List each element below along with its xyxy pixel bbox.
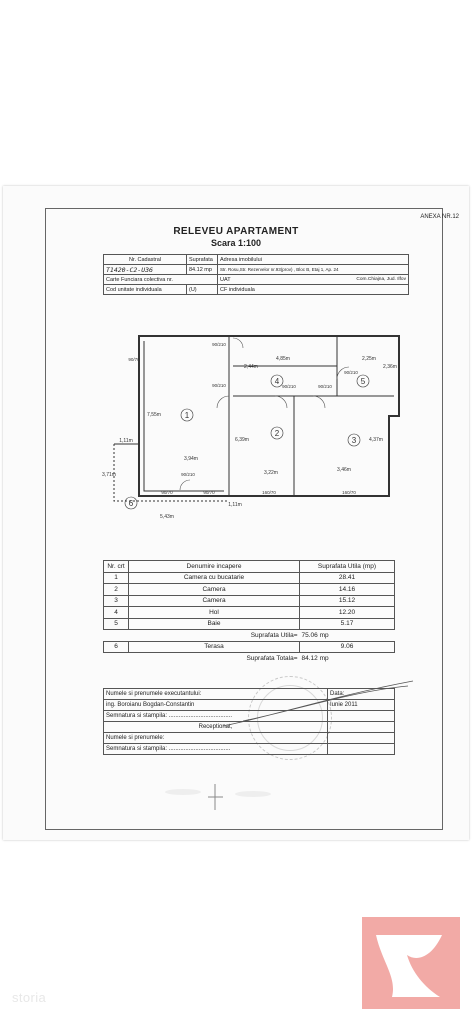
document-title: RELEVEU APARTAMENT [173,226,299,237]
col-name-header: Denumire incapere [129,561,300,573]
col-nr-header: Nr. crt [104,561,129,573]
door-label: 90/210 [212,383,226,388]
door-label: 90/210 [212,342,226,347]
room-1-label: 1 [184,411,190,420]
row-area: 5.17 [300,618,395,630]
dim-baie-height: 2,36m [383,364,397,370]
brand-logo [362,917,460,1009]
exec-label: Numele si prenumele executantului: [104,689,328,700]
table-row [104,607,395,619]
room-3-label: 3 [351,436,357,445]
window-label: 160/70 [262,490,276,495]
dim-terasa-height: 3,71m [102,472,116,478]
row-area: 12.20 [300,607,395,619]
room-5-label: 5 [360,377,366,386]
window-label: 90/70 [203,490,215,495]
carte-funciara-label: Carte Funciara colectiva nr. [104,275,218,285]
dim-terasa-offset: 1,11m [119,438,133,444]
dim-room1-width: 3,94m [184,456,198,462]
floor-plan [99,326,409,551]
util-total-value: 75.06 mp [301,631,329,639]
uat-label: UAT [220,276,231,283]
grand-total-label: Suprafata Totala= [246,654,298,662]
data-label: Data: [328,689,395,700]
door-label: 90/210 [181,472,195,477]
receiver-signature: Semnatura si stampila: ..................................... [104,744,328,755]
room-6-label: 6 [128,499,134,508]
cadastral-table [103,254,409,295]
receptionat-label: Receptionat, [104,722,328,733]
data-value: Iunie 2011 [328,700,395,711]
row-area: 14.16 [300,584,395,596]
grand-total-row [104,653,395,664]
rooms-table [103,560,395,664]
grand-total-value: 84.12 mp [301,654,329,662]
row-name: Camera cu bucatarie [129,572,300,584]
uat-value: Com.Chiajna, Jud. Ilfov [356,276,406,282]
row-area: 15.12 [300,595,395,607]
room-2-label: 2 [274,429,280,438]
document-scale: Scara 1:100 [210,238,262,248]
bird-logo-icon [362,917,460,1009]
handwritten-signature [213,676,423,736]
storia-watermark: storia [12,990,47,1005]
document-sheet [3,186,469,840]
exec-signature: Semnatura si stampila: ...................................... [104,711,328,722]
door-label: 90/210 [344,370,358,375]
row-area: 28.41 [300,572,395,584]
row-nr: 2 [104,584,129,596]
cod-value: (U) [187,285,218,295]
col-area-header: Suprafata Utila (mp) [300,561,395,573]
table-row [104,572,395,584]
util-total-row [104,630,395,642]
row-nr: 6 [104,641,129,653]
table-row [104,584,395,596]
row-name: Baie [129,618,300,630]
receiver-name-label: Numele si prenumele: [104,733,328,744]
row-name: Hol [129,607,300,619]
window-label: 90/70 [161,490,173,495]
faint-marks [153,782,283,812]
window-label: 160/70 [342,490,356,495]
cf-label: CF individuala [218,285,409,295]
adresa-value: Str. Rosu,Str. Rezervelor nr.93(prov) , Bloc B, Etaj 1, Ap. 24 [218,265,409,275]
door-label: 90/210 [282,384,296,389]
room-4-label: 4 [274,377,280,386]
cod-label: Cod unitate individuala [106,286,162,293]
cod-cell [104,285,187,295]
row-name: Camera [129,595,300,607]
door-label: 90/210 [318,384,332,389]
window-label: 90/70 [128,357,140,362]
uat-cell [218,275,409,285]
dim-hol-height: 2,44m [244,364,258,370]
row-nr: 4 [104,607,129,619]
dim-room1-height: 7,55m [147,412,161,418]
table-row [104,595,395,607]
adresa-label: Adresa imobilului [218,255,409,265]
dim-hol-width: 4,85m [276,356,290,362]
dim-room2-width: 3,22m [264,470,278,476]
row-nr: 3 [104,595,129,607]
row-nr: 1 [104,572,129,584]
row-name: Terasa [129,641,300,653]
annex-number: ANEXA NR.12 [420,214,459,220]
dim-room3-height: 4,37m [369,437,383,443]
suprafata-value: 84.12 mp [187,265,218,275]
exec-name: ing. Boroianu Bogdan-Constantin [104,700,328,711]
row-area: 9.06 [300,641,395,653]
dim-room3-width: 3,46m [337,467,351,473]
table-row [104,641,395,653]
nr-cadastral-value: T1420-C2-U36 [104,265,187,275]
dim-room2-height: 6,39m [235,437,249,443]
nr-cadastral-label: Nr. Cadastral [104,255,187,265]
row-name: Camera [129,584,300,596]
dim-baie-width: 2,25m [362,356,376,362]
table-row [104,618,395,630]
util-total-label: Suprafata Utila= [250,631,298,639]
dim-terasa-depth: 1,11m [228,502,242,508]
suprafata-label: Suprafata [187,255,218,265]
dim-terasa-width: 5,43m [160,514,174,520]
row-nr: 5 [104,618,129,630]
